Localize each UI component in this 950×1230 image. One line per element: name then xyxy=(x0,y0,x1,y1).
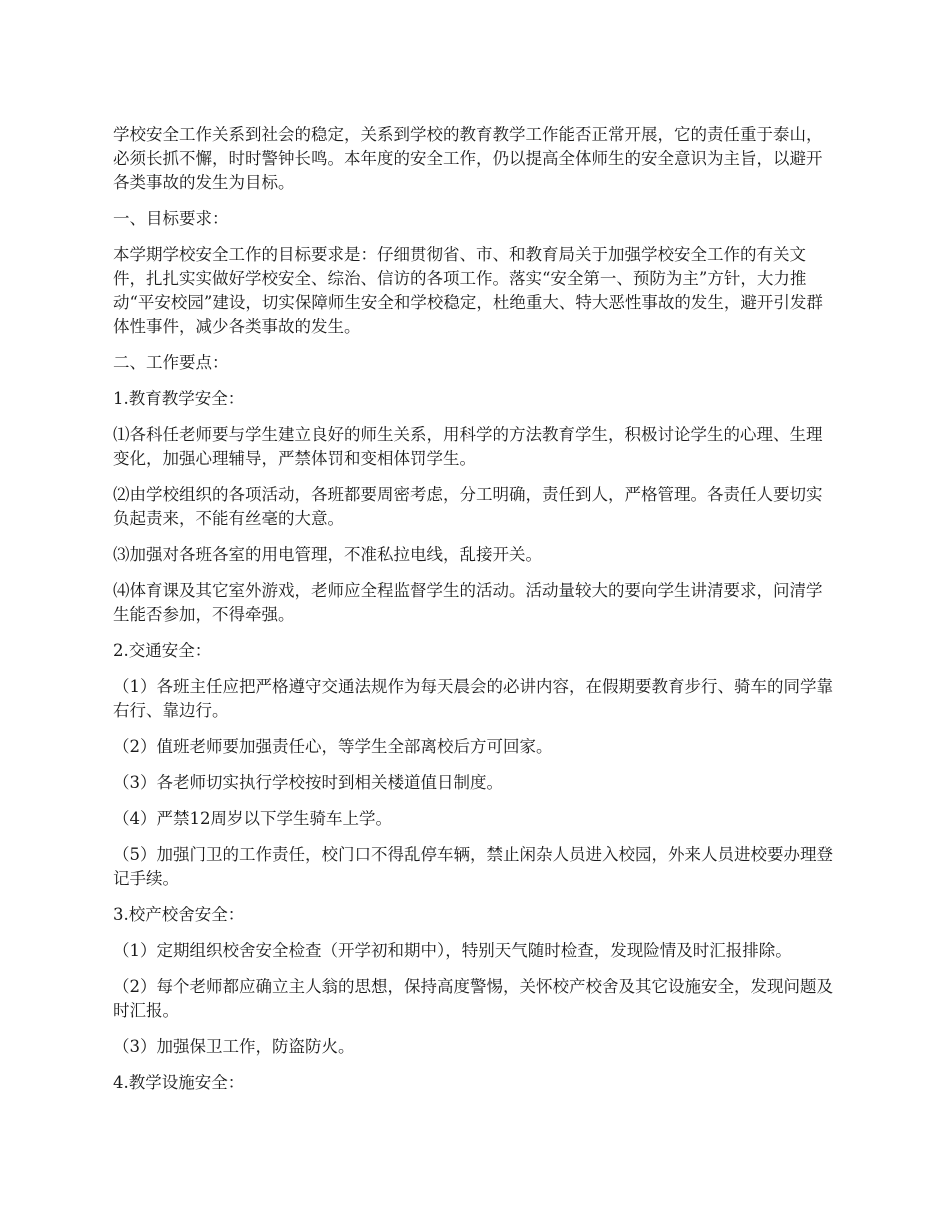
property-item-2: （2）每个老师都应确立主人翁的思想，保持高度警惕，关怀校产校舍及其它设施安全，发现问题及时汇报。 xyxy=(113,977,833,1020)
subheading-traffic-safety: 2.交通安全： xyxy=(113,641,212,660)
teaching-item-3: ⑶加强对各班各室的用电管理，不准私拉电线，乱接开关。 xyxy=(113,545,542,564)
traffic-item-1: （1）各班主任应把严格遵守交通法规作为每天晨会的必讲内容，在假期要教育步行、骑车的同学靠右行、靠边行。 xyxy=(113,677,833,720)
property-item-1: （1）定期组织校舍安全检查（开学初和期中），特别天气随时检查，发现险情及时汇报排除。 xyxy=(113,941,792,960)
traffic-item-3: （3）各老师切实执行学校按时到相关楼道值日制度。 xyxy=(113,773,503,792)
document-body xyxy=(113,123,835,1107)
teaching-item-1: ⑴各科任老师要与学生建立良好的师生关系，用科学的方法教育学生，积极讨论学生的心理、生理变化，加强心理辅导，严禁体罚和变相体罚学生。 xyxy=(113,425,823,468)
traffic-item-5: （5）加强门卫的工作责任，校门口不得乱停车辆，禁止闲杂人员进入校园，外来人员进校要办理登记手续。 xyxy=(113,845,833,888)
subheading-facility-safety: 4.教学设施安全： xyxy=(113,1073,245,1092)
teaching-item-2: ⑵由学校组织的各项活动，各班都要周密考虑，分工明确，责任到人，严格管理。各责任人要切实负起责来，不能有丝毫的大意。 xyxy=(113,485,823,528)
subheading-teaching-safety: 1.教育教学安全： xyxy=(113,389,245,408)
intro-paragraph: 学校安全工作关系到社会的稳定，关系到学校的教育教学工作能否正常开展，它的责任重于泰山，必须长抓不懈，时时警钟长鸣。本年度的安全工作，仍以提高全体师生的安全意识为主旨，以避开各类事故的发生为目标。 xyxy=(113,125,823,192)
section-heading-goals: 一、目标要求： xyxy=(113,209,229,228)
subheading-property-safety: 3.校产校舍安全： xyxy=(113,905,245,924)
property-item-3: （3）加强保卫工作，防盗防火。 xyxy=(113,1037,355,1056)
teaching-item-4: ⑷体育课及其它室外游戏，老师应全程监督学生的活动。活动量较大的要向学生讲清要求，问清学生能否参加，不得牵强。 xyxy=(113,581,823,624)
goals-paragraph: 本学期学校安全工作的目标要求是：仔细贯彻省、市、和教育局关于加强学校安全工作的有关文件，扎扎实实做好学校安全、综治、信访的各项工作。落实“安全第一、预防为主”方针，大力推动“平安校园”建设，切实保障师生安全和学校稳定，杜绝重大、特大恶性事故的发生，避开引发群体性事件，减少各类事故的发生。 xyxy=(113,245,823,336)
section-heading-work-points: 二、工作要点： xyxy=(113,353,229,372)
traffic-item-4: （4）严禁12周岁以下学生骑车上学。 xyxy=(113,809,392,828)
traffic-item-2: （2）值班老师要加强责任心，等学生全部离校后方可回家。 xyxy=(113,737,553,756)
